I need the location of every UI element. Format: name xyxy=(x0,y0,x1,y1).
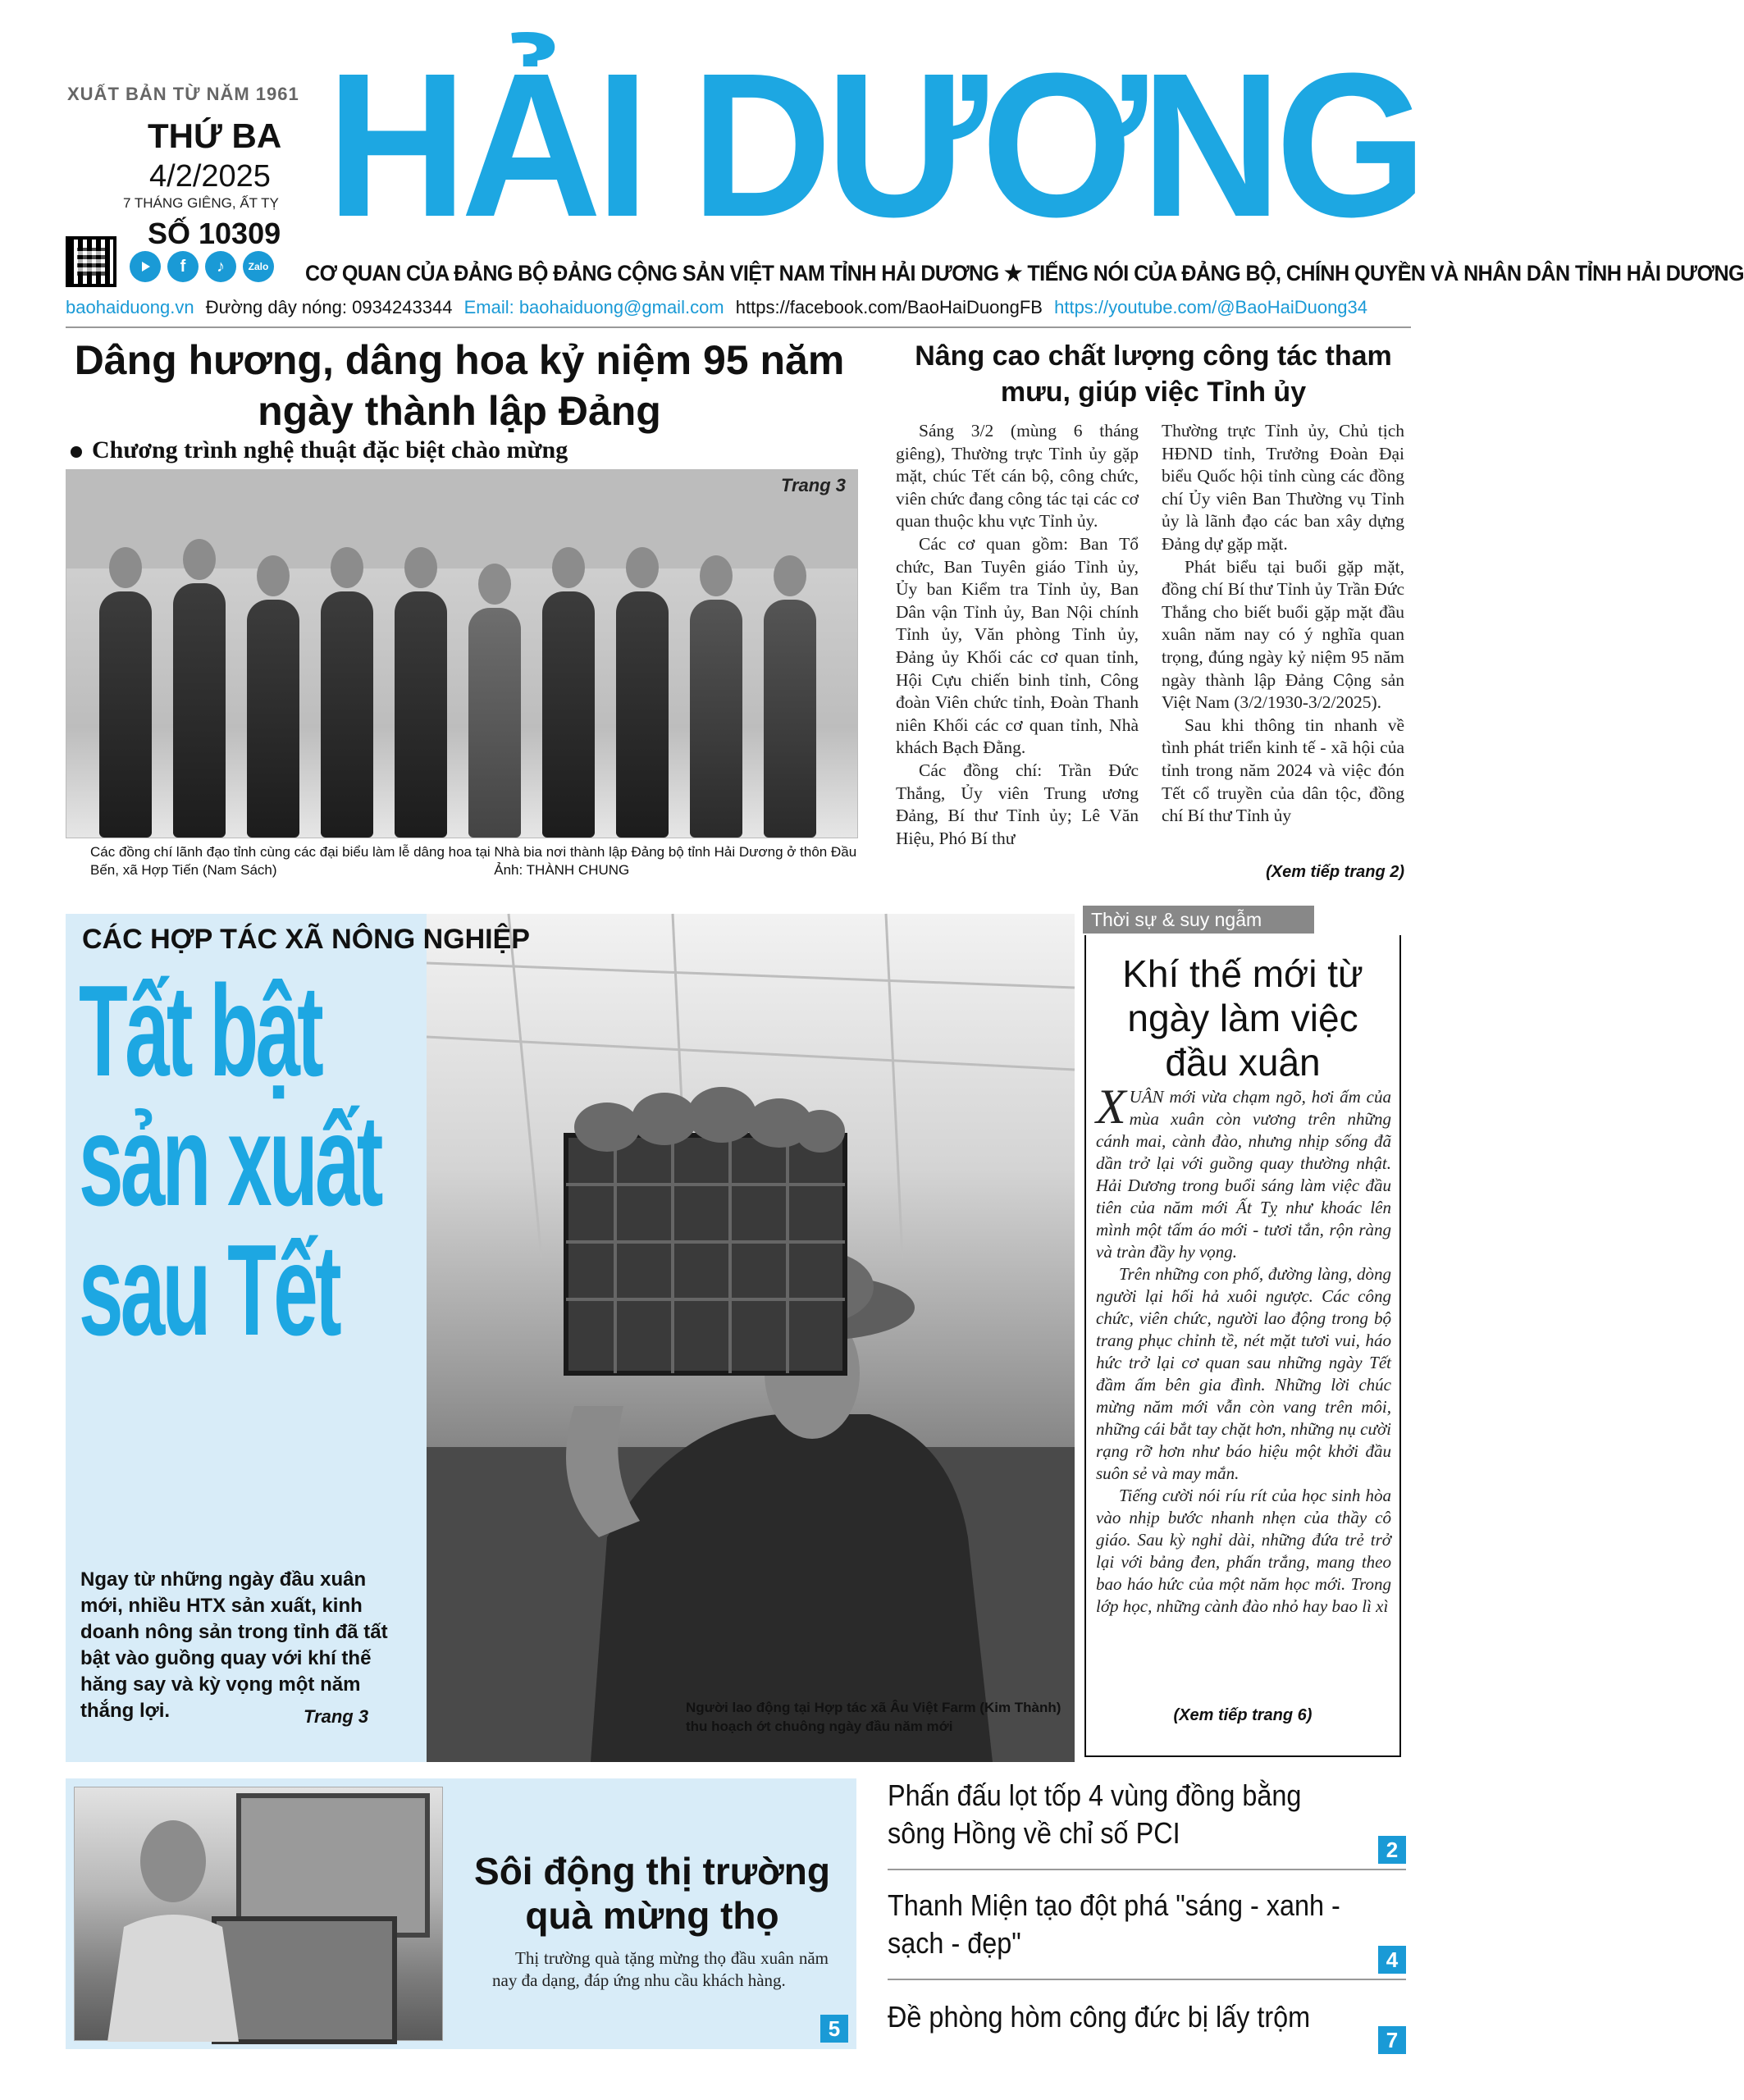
lead-page-ref[interactable]: Trang 3 xyxy=(780,475,846,495)
photo-figure xyxy=(99,591,152,838)
bottom-story-headline[interactable]: Sôi động thị trường quà mừng thọ xyxy=(474,1850,830,1937)
feature-photo-illustration xyxy=(427,914,1075,1762)
facebook-icon[interactable]: f xyxy=(167,251,199,282)
zalo-icon[interactable] xyxy=(243,251,274,282)
feature-headline-line: sau Tết xyxy=(79,1218,339,1363)
paragraph: Các đồng chí: Trần Đức Thắng, Ủy viên Trung ương Đảng, Bí thư Tỉnh ủy; Lê Văn Hiệu, Phó Bí thư xyxy=(896,760,1139,848)
teaser-headline[interactable]: Thanh Miện tạo đột phá "sáng - xanh - sạch - đẹp" xyxy=(888,1888,1340,1960)
email-link[interactable]: Email: baohaiduong@gmail.com xyxy=(463,297,724,317)
lead-headline[interactable]: Dâng hương, dâng hoa kỷ niệm 95 năm ngày thành lập Đảng xyxy=(74,337,845,434)
paragraph: Phát biểu tại buổi gặp mặt, đồng chí Bí thư Tỉnh ủy Trần Đức Thắng cho biết buổi gặp mặt đầu xuân năm nay có ý nghĩa quan trọng, đúng ngày kỷ niệm 95 năm ngày thành lập Đảng Cộng sản Việt Nam (3/2/1930-3/2/2025). xyxy=(1162,556,1404,713)
right-story-column-1 xyxy=(896,420,1139,850)
commentary-body xyxy=(1096,1080,1391,1618)
photo-figure xyxy=(542,591,595,838)
paragraph: Sau khi thông tin nhanh về tình phát triển kinh tế - xã hội của tỉnh trong năm 2024 và việc đón Tết cổ truyền của dân tộc, đồng chí Bí thư Tỉnh ủy xyxy=(1162,714,1404,826)
paragraph: Các cơ quan gồm: Ban Tổ chức, Ban Tuyên giáo Tỉnh ủy, Ủy ban Kiểm tra Tỉnh ủy, Ban Dân vận Tỉnh ủy, Ban Nội chính Tỉnh ủy, Văn phòng Tỉnh ủy, Đảng ủy Khối các cơ quan tỉnh, Hội Cựu chiến binh tỉnh, Công đoàn Viên chức tỉnh, Đoàn Thanh niên Khối các cơ quan tỉnh, Nhà khách Bạch Đằng. xyxy=(896,533,1139,758)
masthead-divider xyxy=(66,326,1411,328)
lead-subhead-text: Chương trình nghệ thuật đặc biệt chào mừng xyxy=(92,436,568,463)
lead-caption xyxy=(90,843,861,879)
teaser-divider xyxy=(888,1979,1406,1980)
feature-photo xyxy=(427,914,1075,1762)
page-number-badge[interactable]: 7 xyxy=(1378,2026,1406,2054)
bullet-icon xyxy=(71,446,82,458)
right-story-column-2 xyxy=(1162,420,1404,828)
photo-figure xyxy=(616,591,669,838)
facebook-link[interactable]: https://facebook.com/BaoHaiDuongFB xyxy=(735,297,1043,317)
newspaper-brand: HẢI DƯƠNG xyxy=(326,30,1421,259)
bottom-story-photo xyxy=(74,1787,443,2041)
website-link[interactable]: baohaiduong.vn xyxy=(66,297,194,317)
contact-info-bar xyxy=(66,297,1411,318)
feature-page-ref[interactable]: Trang 3 xyxy=(304,1706,369,1727)
hotline: Đường dây nóng: 0934243344 xyxy=(205,297,453,317)
lead-caption-text: Các đồng chí lãnh đạo tỉnh cùng các đại biểu làm lễ dâng hoa tại Nhà bia nơi thành lập Đảng bộ tỉnh Hải Dương ở thôn Đầu Bến, xã Hợp Tiến (Nam Sách) xyxy=(90,844,857,878)
zalo-label: Zalo xyxy=(248,261,269,272)
paragraph: Thường trực Tỉnh ủy, Chủ tịch HĐND tỉnh, Trưởng Đoàn Đại biểu Quốc hội tỉnh cùng các đồng chí Ủy viên Ban Thường vụ Tỉnh ủy là lãnh đạo các ban xây dựng Đảng dự gặp mặt. xyxy=(1162,421,1404,554)
bottom-photo-illustration xyxy=(75,1787,444,2042)
lead-subhead[interactable] xyxy=(71,436,568,464)
teaser-divider xyxy=(888,1869,1406,1870)
page-number-badge[interactable]: 2 xyxy=(1378,1836,1406,1864)
photo-figure xyxy=(690,600,742,838)
paragraph: Tiếng cười nói ríu rít của học sinh hòa vào nhịp bước nhanh nhẹn của thầy cô giáo. Sau kỳ nghỉ dài, những đứa trẻ trở lại với bảng đen, phấn trắng, mang theo bao háo hức của một năm học mới. Trong lớp học, những cành đào nhỏ hay bao lì xì xyxy=(1096,1486,1391,1616)
lead-photo-credit: Ảnh: THÀNH CHUNG xyxy=(494,862,630,878)
photo-figure xyxy=(173,583,226,838)
youtube-icon[interactable] xyxy=(130,251,161,282)
youtube-link[interactable]: https://youtube.com/@BaoHaiDuong34 xyxy=(1054,297,1368,317)
feature-headline-line: Tất bật xyxy=(79,959,322,1103)
bottom-story-text: Thị trường quà tặng mừng thọ đầu xuân năm nay đa dạng, đáp ứng nhu cầu khách hàng. xyxy=(492,1948,829,1990)
tiktok-icon[interactable]: ♪ xyxy=(205,251,236,282)
right-story-continued[interactable]: (Xem tiếp trang 2) xyxy=(1266,863,1404,881)
commentary-headline[interactable]: Khí thế mới từ ngày làm việc đầu xuân xyxy=(1122,952,1363,1084)
paragraph: Trên những con phố, đường làng, dòng người lại hối hả xuôi ngược. Các công chức, viên chức, người lao động trong bộ trang phục chỉnh tề, nét mặt tươi vui, háo hức trở lại cơ quan sau những ngày Tết đầm ấm bên gia đình. Những lời chúc mừng năm mới vẫn còn vang trên môi, những cái bắt tay chặt hơn, những nụ cười rạng rỡ hơn như báo hiệu một khởi đầu suôn sẻ và may mắn. xyxy=(1096,1264,1391,1483)
page-number-badge[interactable]: 5 xyxy=(820,2015,848,2043)
feature-headline[interactable] xyxy=(79,959,381,1363)
qr-code-icon[interactable] xyxy=(66,236,116,287)
commentary-continued[interactable]: (Xem tiếp trang 6) xyxy=(1173,1706,1313,1724)
photo-figure xyxy=(247,600,299,838)
lead-photo xyxy=(66,469,858,838)
commentary-tag: Thời sự & suy ngẫm xyxy=(1083,906,1314,934)
weekday: THỨ BA xyxy=(148,116,282,155)
teaser-headline[interactable]: Phấn đấu lọt tốp 4 vùng đồng bằng sông Hồng về chỉ số PCI xyxy=(888,1778,1302,1850)
feature-lead: Ngay từ những ngày đầu xuân mới, nhiều HTX sản xuất, kinh doanh nông sản trong tỉnh đã tất bật vào guồng quay với khí thế hăng say và kỳ vọng một năm thắng lợi. xyxy=(80,1568,388,1722)
right-story-headline[interactable]: Nâng cao chất lượng công tác tham mưu, giúp việc Tỉnh ủy xyxy=(915,340,1392,408)
feature-kicker: CÁC HỢP TÁC XÃ NÔNG NGHIỆP xyxy=(82,924,530,955)
issue-number: SỐ 10309 xyxy=(148,217,281,250)
published-since: XUẤT BẢN TỪ NĂM 1961 xyxy=(67,84,299,104)
photo-figure xyxy=(395,591,447,838)
paragraph-text: UÂN mới vừa chạm ngõ, hơi ấm của mùa xuân còn vương trên những cánh mai, cành đào, nhưng nhịp sống đã dần trở lại với guồng quay thường nhật. Hải Dương trong buổi sáng làm việc đầu tiên của năm mới Ất Tỵ như khoác lên mình một tấm áo mới - tươi tắn, rộn ràng và tràn đầy hy vọng. xyxy=(1096,1087,1391,1262)
lunar-date: 7 THÁNG GIÊNG, ẤT TỴ xyxy=(123,195,279,211)
issue-date: 4/2/2025 xyxy=(149,159,271,194)
paragraph xyxy=(1096,1080,1391,1263)
feature-caption: Người lao động tại Hợp tác xã Âu Việt Farm (Kim Thành) thu hoạch ớt chuông ngày đầu năm mới xyxy=(686,1700,1061,1734)
teaser-headline[interactable]: Đề phòng hòm công đức bị lấy trộm xyxy=(888,2000,1311,2034)
masthead-tagline: CƠ QUAN CỦA ĐẢNG BỘ ĐẢNG CỘNG SẢN VIỆT NAM TỈNH HẢI DƯƠNG ★ TIẾNG NÓI CỦA ĐẢNG BỘ, CHÍNH QUYỀN VÀ NHÂN DÂN TỈNH HẢI DƯƠNG xyxy=(305,261,1744,285)
paragraph: Sáng 3/2 (mùng 6 tháng giêng), Thường trực Tỉnh ủy gặp mặt, chúc Tết cán bộ, công chức, viên chức đang công tác tại các cơ quan thuộc khu vực Tỉnh ủy. xyxy=(896,421,1139,532)
page-number-badge[interactable]: 4 xyxy=(1378,1946,1406,1974)
feature-headline-line: sản xuất xyxy=(79,1089,381,1233)
photo-figure xyxy=(764,600,816,838)
photo-figure xyxy=(468,608,521,838)
photo-figure xyxy=(321,591,373,838)
drop-cap: X xyxy=(1096,1080,1126,1134)
